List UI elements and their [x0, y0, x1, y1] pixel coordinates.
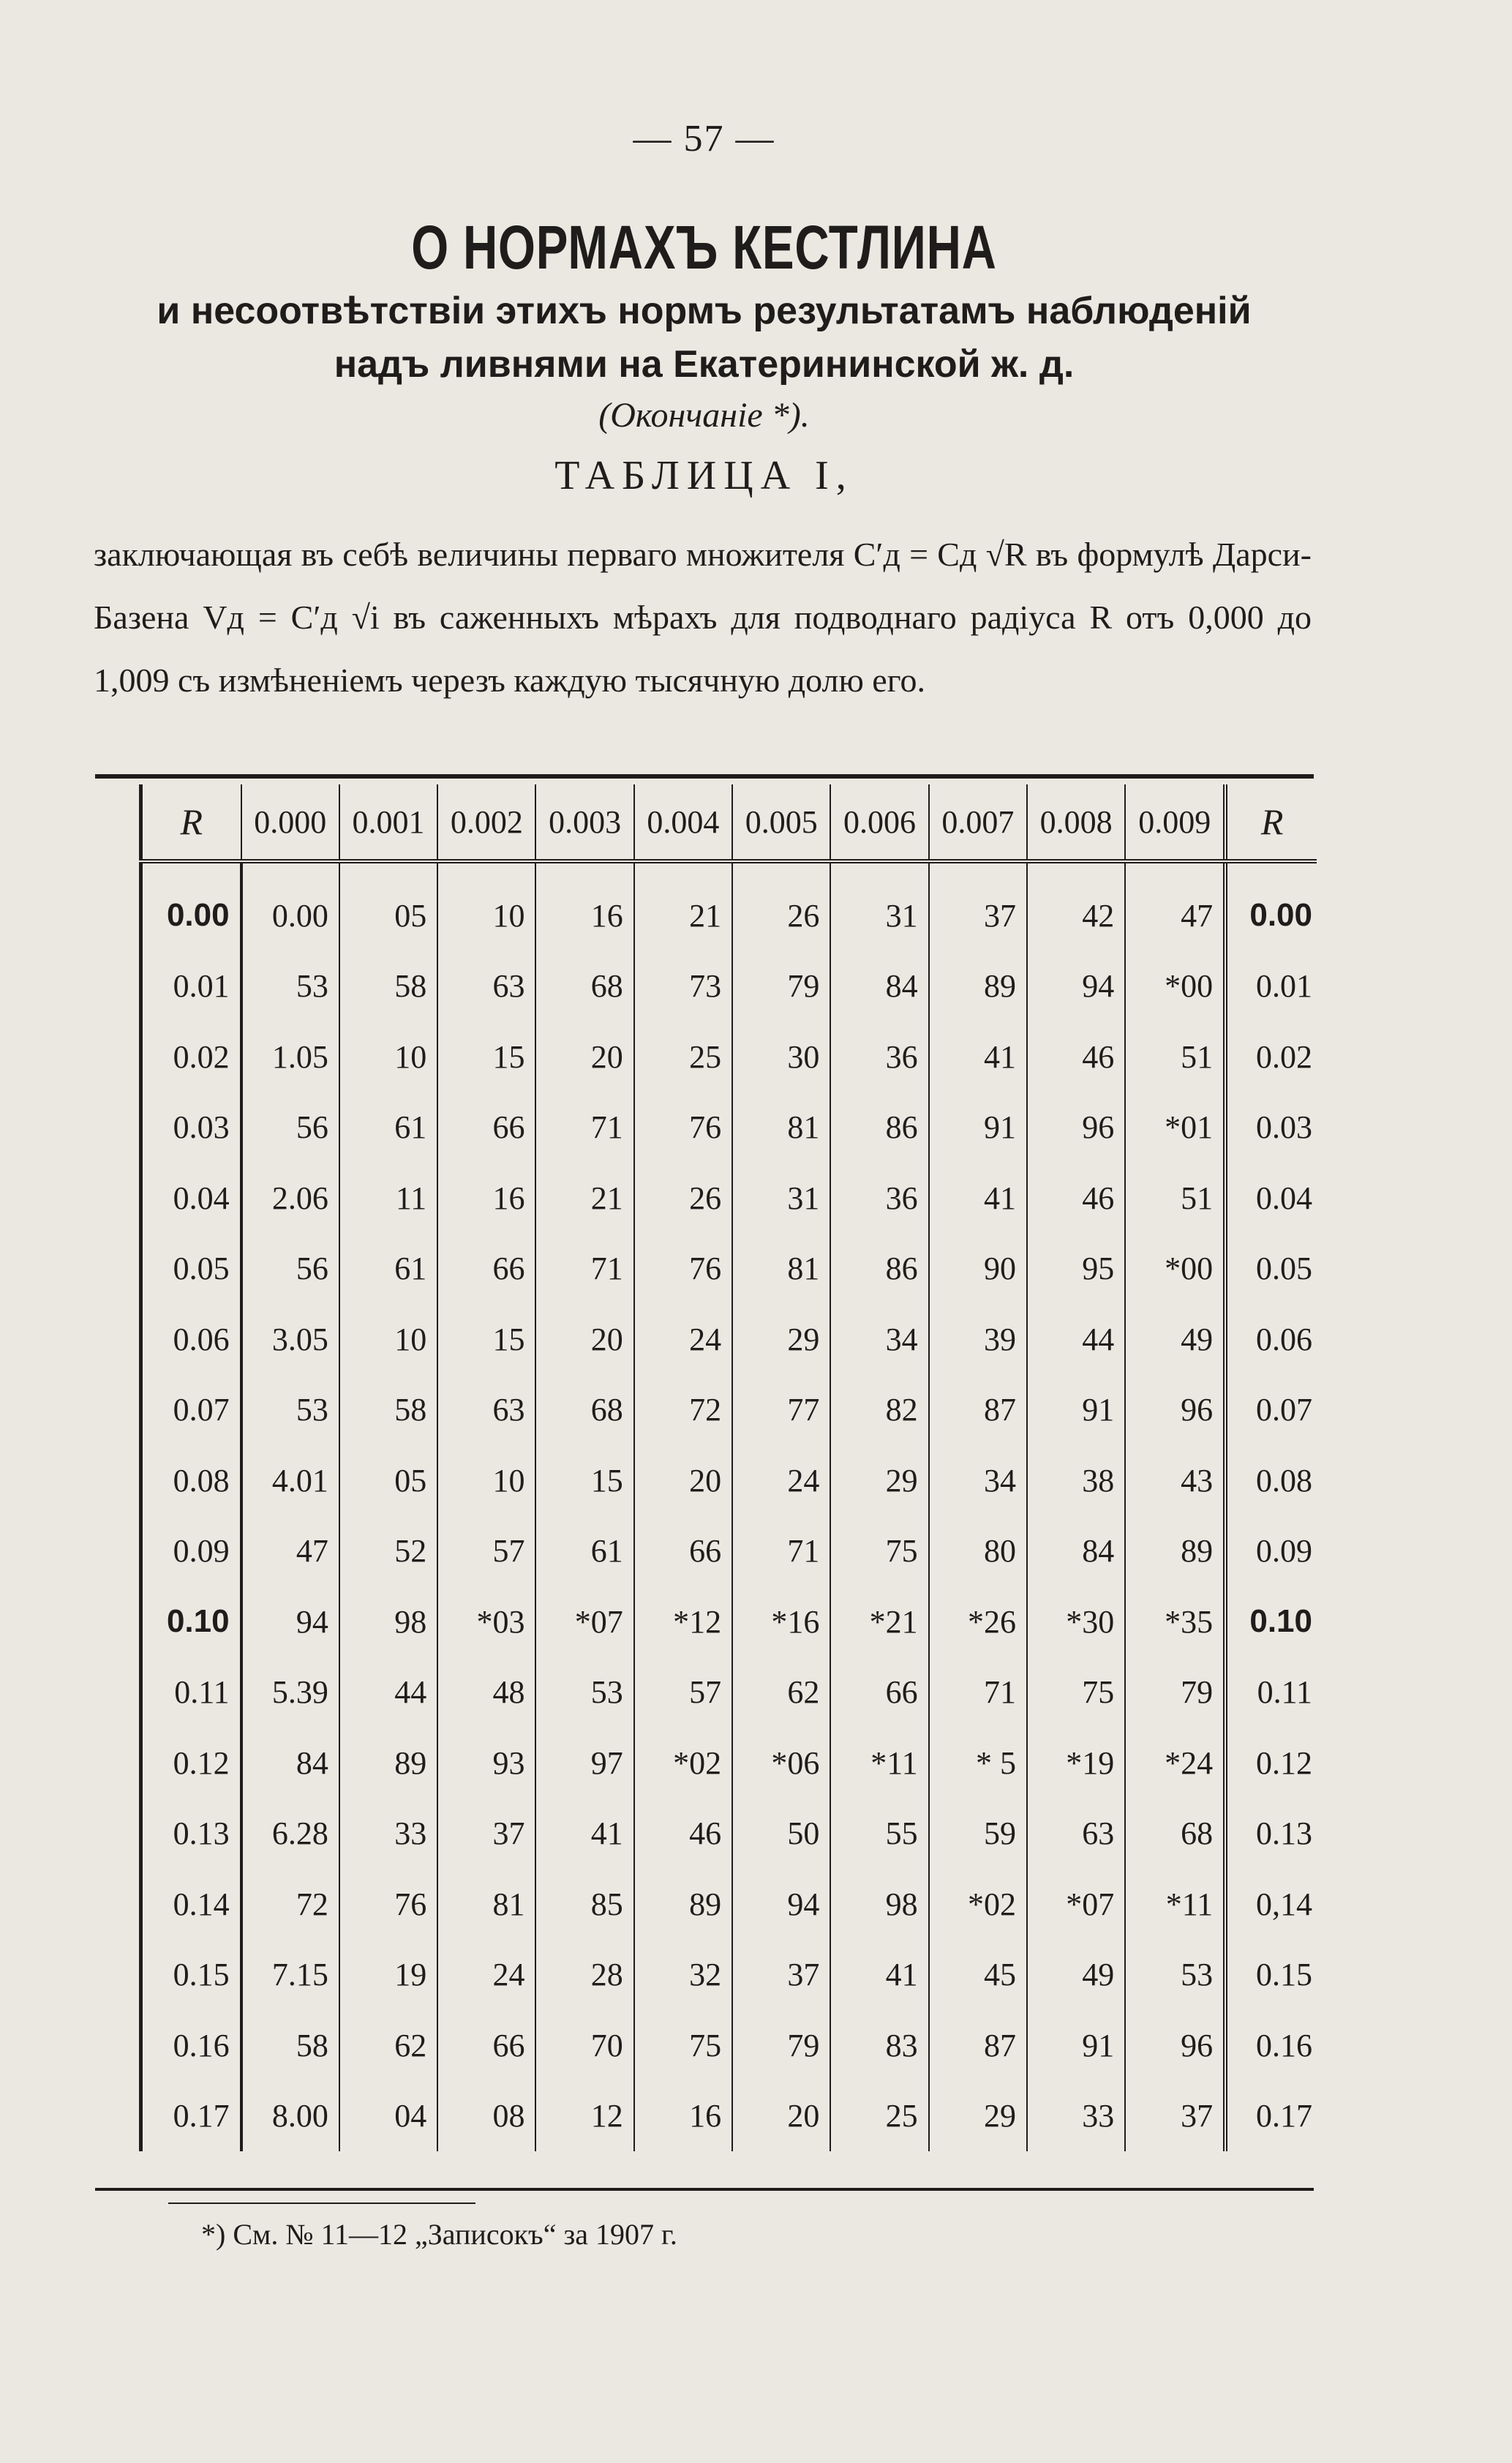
row-label-right: 0.03	[1225, 1092, 1317, 1163]
table-cell: 29	[830, 1445, 928, 1516]
table-cell: 05	[339, 1445, 437, 1516]
table-cell: 57	[634, 1657, 732, 1728]
table-cell: 33	[339, 1799, 437, 1870]
table-cell: 10	[437, 1445, 535, 1516]
row-label-right: 0,14	[1225, 1869, 1317, 1940]
table-cell: 15	[535, 1445, 633, 1516]
table-top-rule	[95, 774, 1314, 779]
table-cell: 56	[241, 1234, 339, 1305]
table-cell: 24	[634, 1304, 732, 1375]
table-cell: *00	[1125, 1234, 1225, 1305]
table-cell: 70	[535, 2010, 633, 2081]
table-cell: 62	[339, 2010, 437, 2081]
row-label-left: 0.02	[141, 1021, 241, 1092]
row-label-left: 0.06	[141, 1304, 241, 1375]
table-cell: 47	[241, 1516, 339, 1587]
table-cell: 68	[535, 1375, 633, 1446]
table-row	[141, 1234, 1317, 1305]
table-cell: 41	[830, 1940, 928, 2011]
table-row	[141, 1163, 1317, 1234]
table-cell: 56	[241, 1092, 339, 1163]
table-cell: 25	[634, 1021, 732, 1092]
article-subtitle-line-1: и несоотвѣтствіи этихъ нормъ результатамъ наблюденій	[157, 290, 1252, 332]
table-cell: 81	[437, 1869, 535, 1940]
table-row	[141, 2081, 1317, 2152]
table-cell: 89	[1125, 1516, 1225, 1587]
table-cell: 58	[339, 951, 437, 1022]
table-cell: 53	[241, 951, 339, 1022]
table-cell: 12	[535, 2081, 633, 2152]
table-cell: 29	[732, 1304, 830, 1375]
row-label-right: 0.01	[1225, 951, 1317, 1022]
table-cell: *00	[1125, 951, 1225, 1022]
table-cell: 55	[830, 1799, 928, 1870]
table-cell: 38	[1027, 1445, 1125, 1516]
table-cell: 20	[535, 1304, 633, 1375]
table-cell: 84	[1027, 1516, 1125, 1587]
table-cell: 75	[1027, 1657, 1125, 1728]
table-cell: 1.05	[241, 1021, 339, 1092]
table-cell: 66	[437, 2010, 535, 2081]
table-cell: 44	[1027, 1304, 1125, 1375]
row-label-right: 0.07	[1225, 1375, 1317, 1446]
row-label-right: 0.09	[1225, 1516, 1317, 1587]
table-cell: 76	[339, 1869, 437, 1940]
table-cell: 68	[1125, 1799, 1225, 1870]
table-cell: 37	[732, 1940, 830, 2011]
table-cell: *11	[830, 1728, 928, 1799]
article-subtitle-line-2: надъ ливнями на Екатерининской ж. д.	[334, 343, 1075, 386]
table-cell: 46	[634, 1799, 732, 1870]
table-cell: 11	[339, 1163, 437, 1234]
table-cell: 91	[1027, 2010, 1125, 2081]
table-cell: 66	[437, 1092, 535, 1163]
row-label-left: 0.12	[141, 1728, 241, 1799]
table-cell: 58	[241, 2010, 339, 2081]
table-row	[141, 1657, 1317, 1728]
table-cell: 84	[241, 1728, 339, 1799]
table-row	[141, 1445, 1317, 1516]
table-row	[141, 1304, 1317, 1375]
column-header: 0.004	[634, 784, 732, 861]
table-cell: 10	[339, 1304, 437, 1375]
table-cell: 25	[830, 2081, 928, 2152]
table-cell: 95	[1027, 1234, 1125, 1305]
row-label-left: 0.05	[141, 1234, 241, 1305]
table-cell: 41	[929, 1163, 1027, 1234]
row-label-left: 0.07	[141, 1375, 241, 1446]
table-cell: 97	[535, 1728, 633, 1799]
table-cell: 52	[339, 1516, 437, 1587]
table-row	[141, 1586, 1317, 1657]
table-cell: 86	[830, 1234, 928, 1305]
table-cell: 24	[437, 1940, 535, 2011]
coefficient-table	[139, 784, 1317, 2151]
table-cell: 21	[634, 861, 732, 951]
table-cell: 79	[732, 2010, 830, 2081]
table-cell: 05	[339, 861, 437, 951]
table-cell: *07	[1027, 1869, 1125, 1940]
table-cell: 61	[339, 1092, 437, 1163]
table-cell: 0.00	[241, 861, 339, 951]
table-cell: 98	[830, 1869, 928, 1940]
table-row	[141, 1869, 1317, 1940]
table-cell: 57	[437, 1516, 535, 1587]
table-cell: 76	[634, 1092, 732, 1163]
column-header: 0.003	[535, 784, 633, 861]
table-cell: 85	[535, 1869, 633, 1940]
table-cell: *02	[634, 1728, 732, 1799]
table-cell: 96	[1125, 1375, 1225, 1446]
row-label-left: 0.14	[141, 1869, 241, 1940]
table-bottom-rule	[95, 2188, 1314, 2191]
table-cell: 68	[535, 951, 633, 1022]
table-cell: *01	[1125, 1092, 1225, 1163]
table-cell: 28	[535, 1940, 633, 2011]
table-cell: 29	[929, 2081, 1027, 2152]
table-cell: 72	[634, 1375, 732, 1446]
table-cell: 96	[1027, 1092, 1125, 1163]
table-cell: *24	[1125, 1728, 1225, 1799]
table-cell: 10	[339, 1021, 437, 1092]
table-cell: 37	[437, 1799, 535, 1870]
table-cell: 42	[1027, 861, 1125, 951]
row-label-left: 0.17	[141, 2081, 241, 2152]
row-label-right: 0.15	[1225, 1940, 1317, 2011]
row-label-left: 0.08	[141, 1445, 241, 1516]
column-header: 0.007	[929, 784, 1027, 861]
table-cell: 84	[830, 951, 928, 1022]
table-cell: 10	[437, 861, 535, 951]
table-cell: 72	[241, 1869, 339, 1940]
table-cell: 36	[830, 1021, 928, 1092]
row-label-left: 0.16	[141, 2010, 241, 2081]
table-cell: 66	[634, 1516, 732, 1587]
row-label-left: 0.13	[141, 1799, 241, 1870]
table-cell: 86	[830, 1092, 928, 1163]
table-cell: 20	[634, 1445, 732, 1516]
table-cell: *07	[535, 1586, 633, 1657]
table-row	[141, 861, 1317, 951]
row-label-left: 0.10	[141, 1586, 241, 1657]
table-cell: 37	[1125, 2081, 1225, 2152]
table-cell: 15	[437, 1304, 535, 1375]
table-cell: 41	[929, 1021, 1027, 1092]
row-label-left: 0.15	[141, 1940, 241, 2011]
row-label-right: 0.11	[1225, 1657, 1317, 1728]
table-cell: 26	[732, 861, 830, 951]
table-cell: * 5	[929, 1728, 1027, 1799]
table-cell: 44	[339, 1657, 437, 1728]
footnote: *) См. № 11—12 „Записокъ“ за 1907 г.	[201, 2218, 677, 2251]
table-cell: 81	[732, 1092, 830, 1163]
table-cell: 82	[830, 1375, 928, 1446]
table-cell: 34	[830, 1304, 928, 1375]
row-label-left: 0.03	[141, 1092, 241, 1163]
table-cell: 33	[1027, 2081, 1125, 2152]
row-label-right: 0.08	[1225, 1445, 1317, 1516]
row-label-right: 0.00	[1225, 861, 1317, 951]
row-label-right: 0.12	[1225, 1728, 1317, 1799]
table-cell: 49	[1027, 1940, 1125, 2011]
table-header-row	[141, 784, 1317, 861]
table-cell: 34	[929, 1445, 1027, 1516]
table-cell: 16	[634, 2081, 732, 2152]
table-row	[141, 1728, 1317, 1799]
table-cell: 50	[732, 1799, 830, 1870]
row-label-left: 0.04	[141, 1163, 241, 1234]
table-cell: 45	[929, 1940, 1027, 2011]
table-row	[141, 951, 1317, 1022]
row-label-right: 0.06	[1225, 1304, 1317, 1375]
table-cell: 37	[929, 861, 1027, 951]
table-cell: 19	[339, 1940, 437, 2011]
table-cell: 89	[929, 951, 1027, 1022]
table-cell: 2.06	[241, 1163, 339, 1234]
table-cell: 71	[535, 1234, 633, 1305]
row-label-right: 0.10	[1225, 1586, 1317, 1657]
table-cell: 61	[339, 1234, 437, 1305]
column-header: 0.002	[437, 784, 535, 861]
table-cell: 16	[535, 861, 633, 951]
column-header: 0.006	[830, 784, 928, 861]
table-cell: 71	[535, 1092, 633, 1163]
table-cell: 77	[732, 1375, 830, 1446]
table-cell: 94	[1027, 951, 1125, 1022]
table-description: заключающая въ себѣ величины перваго множителя C′д = Cд √R въ формулѣ Дарси-Базена Vд = C′д √i въ саженныхъ мѣрахъ для подводнаго радіуса R отъ 0,000 до 1,009 съ измѣненіемъ черезъ каждую тысячную долю его.	[94, 536, 1312, 699]
table-cell: 62	[732, 1657, 830, 1728]
table-cell: 7.15	[241, 1940, 339, 2011]
table-cell: 63	[437, 951, 535, 1022]
table-cell: 87	[929, 2010, 1027, 2081]
table-cell: 30	[732, 1021, 830, 1092]
table-cell: 59	[929, 1799, 1027, 1870]
table-cell: 75	[634, 2010, 732, 2081]
column-header: 0.001	[339, 784, 437, 861]
table-cell: 61	[535, 1516, 633, 1587]
table-row	[141, 1092, 1317, 1163]
header-r-left: R	[141, 784, 241, 861]
table-cell: 89	[339, 1728, 437, 1799]
footnote-rule	[168, 2203, 475, 2204]
table-cell: 83	[830, 2010, 928, 2081]
page-number: — 57 —	[633, 118, 775, 160]
column-header: 0.000	[241, 784, 339, 861]
table-cell: 53	[241, 1375, 339, 1446]
table-cell: 53	[1125, 1940, 1225, 2011]
table-body	[141, 861, 1317, 2151]
table-cell: 20	[535, 1021, 633, 1092]
table-cell: 90	[929, 1234, 1027, 1305]
table-cell: 8.00	[241, 2081, 339, 2152]
table-row	[141, 1516, 1317, 1587]
table-cell: 91	[929, 1092, 1027, 1163]
table-row	[141, 1799, 1317, 1870]
table-cell: 53	[535, 1657, 633, 1728]
table-title: ТАБЛИЦА I,	[554, 453, 854, 498]
row-label-left: 0.09	[141, 1516, 241, 1587]
column-header: 0.005	[732, 784, 830, 861]
continuation-note: (Окончаніе *).	[598, 396, 810, 435]
table-cell: 76	[634, 1234, 732, 1305]
row-label-left: 0.11	[141, 1657, 241, 1728]
table-cell: 71	[732, 1516, 830, 1587]
table-cell: 66	[437, 1234, 535, 1305]
table-cell: 51	[1125, 1021, 1225, 1092]
table-row	[141, 2010, 1317, 2081]
table-cell: 79	[732, 951, 830, 1022]
table-cell: 36	[830, 1163, 928, 1234]
table-cell: 75	[830, 1516, 928, 1587]
table-cell: 96	[1125, 2010, 1225, 2081]
table-cell: 71	[929, 1657, 1027, 1728]
table-row	[141, 1021, 1317, 1092]
row-label-right: 0.13	[1225, 1799, 1317, 1870]
table-cell: 58	[339, 1375, 437, 1446]
table-cell: 26	[634, 1163, 732, 1234]
table-cell: *30	[1027, 1586, 1125, 1657]
table-cell: 79	[1125, 1657, 1225, 1728]
table-cell: 41	[535, 1799, 633, 1870]
table-cell: *16	[732, 1586, 830, 1657]
table-cell: 46	[1027, 1021, 1125, 1092]
table-cell: 24	[732, 1445, 830, 1516]
row-label-right: 0.05	[1225, 1234, 1317, 1305]
table-cell: 51	[1125, 1163, 1225, 1234]
table-cell: *21	[830, 1586, 928, 1657]
table-cell: 81	[732, 1234, 830, 1305]
table-cell: *26	[929, 1586, 1027, 1657]
table-cell: 31	[732, 1163, 830, 1234]
row-label-right: 0.02	[1225, 1021, 1317, 1092]
table-cell: 31	[830, 861, 928, 951]
table-cell: 04	[339, 2081, 437, 2152]
article-title: О НОРМАХЪ КЕСТЛИНА	[411, 213, 997, 282]
table-cell: 43	[1125, 1445, 1225, 1516]
table-cell: 91	[1027, 1375, 1125, 1446]
table-cell: 63	[1027, 1799, 1125, 1870]
table-cell: 46	[1027, 1163, 1125, 1234]
table-cell: 47	[1125, 861, 1225, 951]
table-cell: 63	[437, 1375, 535, 1446]
table-row	[141, 1375, 1317, 1446]
column-header: 0.008	[1027, 784, 1125, 861]
table-cell: 6.28	[241, 1799, 339, 1870]
table-cell: 5.39	[241, 1657, 339, 1728]
table-cell: 87	[929, 1375, 1027, 1446]
table-cell: 15	[437, 1021, 535, 1092]
table-cell: 98	[339, 1586, 437, 1657]
table-cell: 94	[241, 1586, 339, 1657]
table-cell: 48	[437, 1657, 535, 1728]
table-cell: 80	[929, 1516, 1027, 1587]
row-label-right: 0.17	[1225, 2081, 1317, 2152]
table-cell: *11	[1125, 1869, 1225, 1940]
table-cell: *35	[1125, 1586, 1225, 1657]
table-cell: 4.01	[241, 1445, 339, 1516]
table-cell: 93	[437, 1728, 535, 1799]
row-label-left: 0.01	[141, 951, 241, 1022]
header-r-right: R	[1225, 784, 1317, 861]
table-cell: *06	[732, 1728, 830, 1799]
table-cell: 20	[732, 2081, 830, 2152]
row-label-right: 0.16	[1225, 2010, 1317, 2081]
table-cell: 89	[634, 1869, 732, 1940]
table-cell: *19	[1027, 1728, 1125, 1799]
table-cell: 94	[732, 1869, 830, 1940]
table-cell: *03	[437, 1586, 535, 1657]
table-cell: 21	[535, 1163, 633, 1234]
table-cell: 3.05	[241, 1304, 339, 1375]
table-row	[141, 1940, 1317, 2011]
table-cell: *12	[634, 1586, 732, 1657]
table-cell: 49	[1125, 1304, 1225, 1375]
table-cell: 08	[437, 2081, 535, 2152]
row-label-left: 0.00	[141, 861, 241, 951]
column-header: 0.009	[1125, 784, 1225, 861]
table-cell: *02	[929, 1869, 1027, 1940]
table-cell: 73	[634, 951, 732, 1022]
row-label-right: 0.04	[1225, 1163, 1317, 1234]
table-cell: 66	[830, 1657, 928, 1728]
table-cell: 39	[929, 1304, 1027, 1375]
table-cell: 32	[634, 1940, 732, 2011]
table-cell: 16	[437, 1163, 535, 1234]
